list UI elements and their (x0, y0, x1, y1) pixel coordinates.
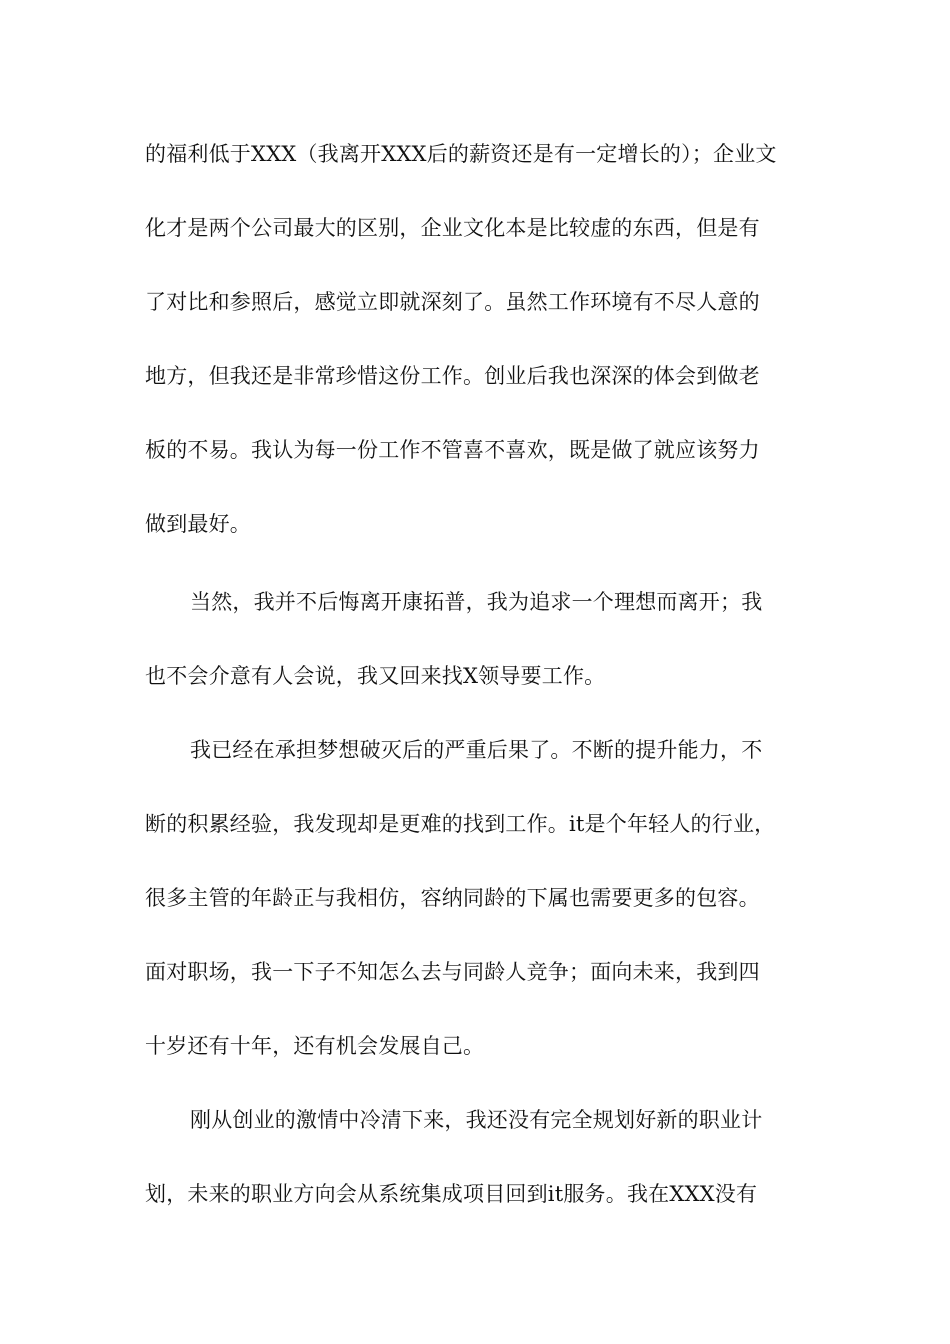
paragraph-3-line-4: 面对职场，我一下子不知怎么去与同龄人竞争；面向未来，我到四 (145, 960, 760, 984)
paragraph-1-line-5: 板的不易。我认为每一份工作不管喜不喜欢，既是做了就应该努力 (145, 438, 760, 462)
paragraph-3-line-5: 十岁还有十年，还有机会发展自己。 (145, 1034, 485, 1058)
paragraph-3-line-3: 很多主管的年龄正与我相仿，容纳同龄的下属也需要更多的包容。 (145, 886, 760, 910)
paragraph-1-line-2: 化才是两个公司最大的区别，企业文化本是比较虚的东西，但是有 (145, 216, 760, 240)
paragraph-2-line-2: 也不会介意有人会说，我又回来找X领导要工作。 (145, 664, 606, 688)
paragraph-1-line-6: 做到最好。 (145, 512, 251, 536)
paragraph-1-line-4: 地方，但我还是非常珍惜这份工作。创业后我也深深的体会到做老 (145, 364, 760, 388)
paragraph-1-line-3: 了对比和参照后，感觉立即就深刻了。虽然工作环境有不尽人意的 (145, 290, 760, 314)
paragraph-1-line-1: 的福利低于XXX（我离开XXX后的薪资还是有一定增长的）；企业文 (145, 142, 777, 166)
paragraph-3-line-1: 我已经在承担梦想破灭后的严重后果了。不断的提升能力，不 (190, 738, 763, 762)
paragraph-3-line-2: 断的积累经验，我发现却是更难的找到工作。it是个年轻人的行业， (145, 812, 776, 836)
paragraph-2-line-1: 当然，我并不后悔离开康拓普，我为追求一个理想而离开；我 (190, 590, 763, 614)
paragraph-4-line-1: 刚从创业的激情中冷清下来，我还没有完全规划好新的职业计 (190, 1108, 763, 1132)
paragraph-4-line-2: 划，未来的职业方向会从系统集成项目回到it服务。我在XXX没有 (145, 1182, 758, 1206)
